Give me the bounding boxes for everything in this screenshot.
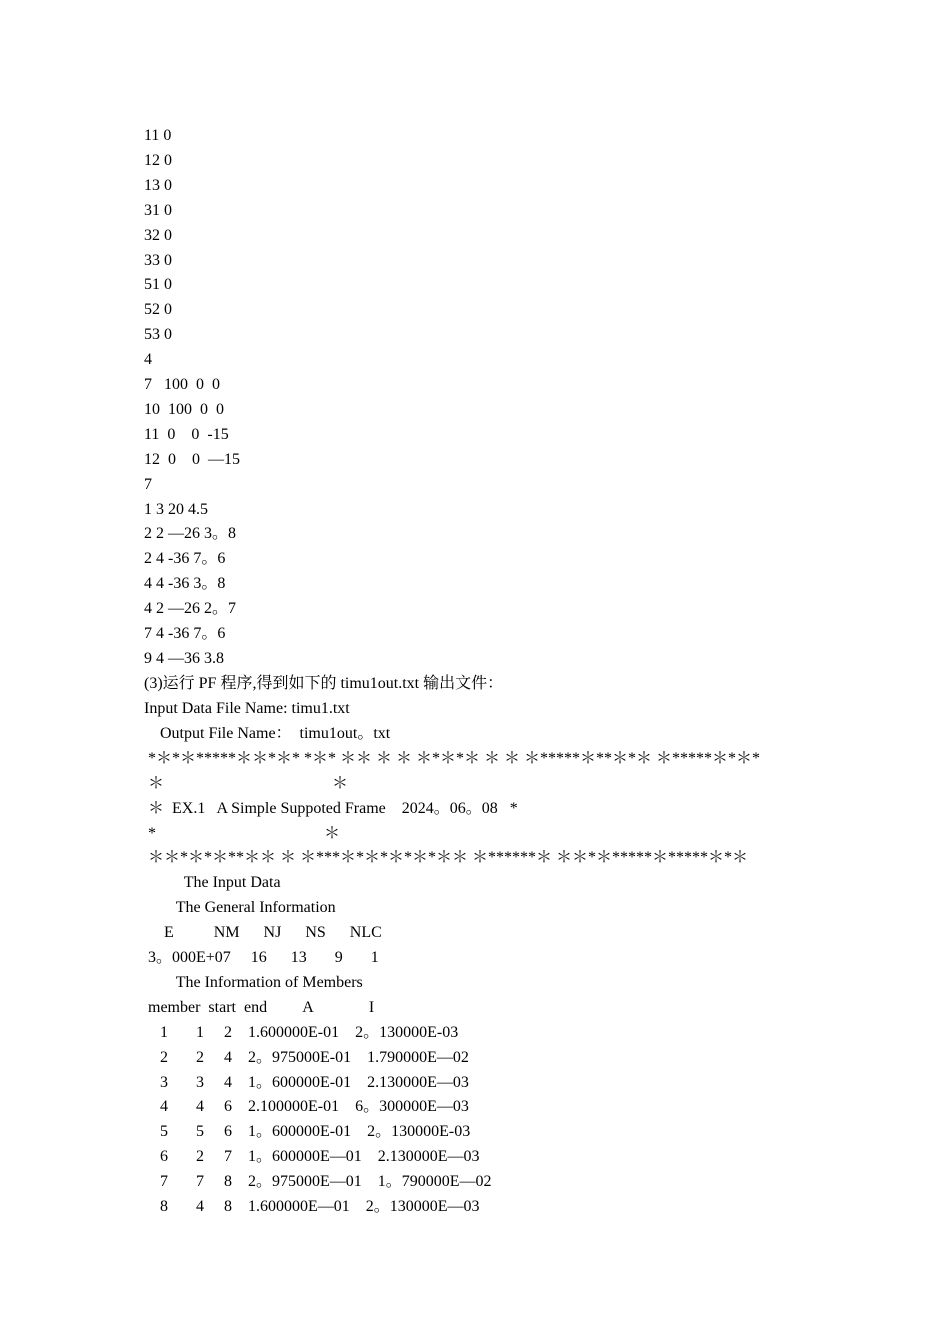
input-line: 12 0 — [144, 151, 172, 169]
output-line: * ＊ — [144, 824, 341, 842]
output-line: 3。000E+07 16 13 9 1 — [144, 949, 379, 966]
input-line: 51 0 — [144, 276, 172, 294]
input-line: 2 4 -36 7。6 — [144, 550, 226, 568]
input-line: 7 100 0 0 — [144, 376, 220, 393]
output-line: *＊*＊*****＊＊*＊* *＊* ＊＊ ＊ ＊ ＊*＊*＊ ＊ ＊ ＊*****＊**＊*＊ ＊*****＊*＊* — [144, 749, 761, 767]
input-line: 31 0 — [144, 201, 172, 219]
input-line: 4 — [144, 351, 152, 369]
input-line: 33 0 — [144, 251, 172, 269]
input-line: 7 4 -36 7。6 — [144, 625, 226, 642]
output-line: Output File Name： timu1out。txt — [144, 724, 391, 742]
output-line: The Information of Members — [144, 973, 363, 991]
output-line: ＊＊*＊*＊**＊＊ ＊ ＊***＊*＊*＊*＊*＊＊ ＊******＊ ＊＊*＊*****＊*****＊*＊ — [144, 849, 749, 867]
input-line: 4 2 —26 2。7 — [144, 600, 237, 618]
output-line: The General Information — [144, 899, 336, 917]
input-line: 4 4 -36 3。8 — [144, 575, 226, 593]
output-line: E NM NJ NS NLC — [144, 924, 382, 942]
output-line: 3 3 4 1。600000E-01 2.130000E—03 — [144, 1073, 469, 1091]
output-line: Input Data File Name: timu1.txt — [144, 700, 350, 717]
input-line: 7 — [144, 475, 152, 493]
output-line: ＊ EX.1 A Simple Suppoted Frame 2024。06。08 * — [144, 799, 518, 817]
input-line: 32 0 — [144, 226, 172, 244]
output-line: member start end A I — [144, 998, 375, 1016]
output-line: 1 1 2 1.600000E-01 2。130000E-03 — [144, 1023, 459, 1041]
step-heading: (3)运行 PF 程序,得到如下的 timu1out.txt 输出文件： — [144, 675, 504, 692]
input-line: 2 2 —26 3。8 — [144, 525, 237, 543]
input-line: 12 0 0 —15 — [144, 450, 240, 468]
input-line: 52 0 — [144, 301, 172, 319]
input-line: 9 4 —36 3.8 — [144, 649, 224, 667]
output-line: The Input Data — [144, 874, 281, 892]
input-line: 11 0 — [144, 127, 172, 144]
output-line: 2 2 4 2。975000E-01 1.790000E—02 — [144, 1048, 469, 1066]
output-line: 5 5 6 1。600000E-01 2。130000E-03 — [144, 1123, 471, 1141]
output-line: 4 4 6 2.100000E-01 6。300000E—03 — [144, 1098, 469, 1116]
input-line: 13 0 — [144, 176, 172, 194]
output-line: 6 2 7 1。600000E—01 2.130000E—03 — [144, 1148, 480, 1166]
input-line: 11 0 0 -15 — [144, 425, 229, 443]
input-line: 10 100 0 0 — [144, 400, 224, 418]
input-line: 53 0 — [144, 326, 172, 344]
output-line: ＊ ＊ — [144, 774, 349, 792]
output-line: 8 4 8 1.600000E—01 2。130000E—03 — [144, 1198, 480, 1215]
output-line: 7 7 8 2。975000E—01 1。790000E—02 — [144, 1173, 492, 1191]
input-line: 1 3 20 4.5 — [144, 500, 208, 518]
